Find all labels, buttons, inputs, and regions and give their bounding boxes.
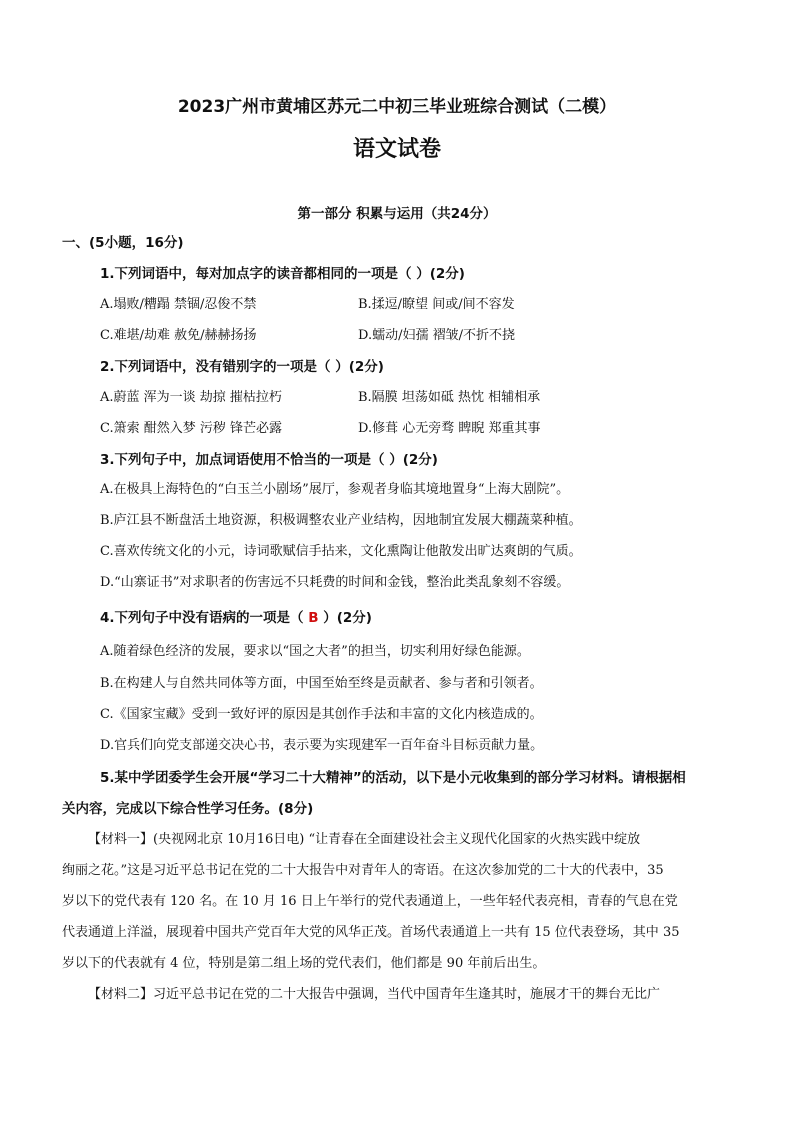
- question-1-stem: 1.下列词语中，每对加点字的读音都相同的一项是（ ）(2分): [100, 266, 465, 282]
- question-2-option-c: C.箫索 酣然入梦 污秽 锋芒必露: [100, 421, 283, 436]
- question-3-option-a: A.在极具上海特色的“白玉兰小剧场”展厅，参观者身临其境地置身“上海大剧院”。: [100, 482, 570, 497]
- question-4-option-c: C.《国家宝藏》受到一致好评的原因是其创作手法和丰富的文化内核造成的。: [100, 707, 543, 722]
- question-1-option-c: C.难堪/劫难 赦免/赫赫扬扬: [100, 328, 257, 343]
- question-1-option-a: A.塌败/糟蹋 禁锢/忍俊不禁: [100, 297, 257, 312]
- question-1-option-b: B.揉逗/瞭望 间或/间不容发: [358, 297, 515, 312]
- exam-title: 2023广州市黄埔区苏元二中初三毕业班综合测试（二模）: [177, 97, 617, 117]
- question-4-stem-start: 4.下列句子中没有语病的一项是（: [100, 610, 309, 626]
- question-4-answer: B: [308, 610, 319, 626]
- question-4-option-a: A.随着绿色经济的发展，要求以“国之大者”的担当，切实利用好绿色能源。: [100, 644, 530, 659]
- material-2-line1: 【材料二】习近平总书记在党的二十大报告中强调，当代中国青年生逢其时，施展才干的舞台无比广: [88, 987, 661, 1002]
- part-title: 第一部分 积累与运用（共24分）: [297, 206, 497, 222]
- question-2-option-b: B.隔膜 坦荡如砥 热忱 相辅相承: [358, 390, 541, 405]
- question-3-option-b: B.庐江县不断盘活土地资源，积极调整农业产业结构，因地制宜发展大棚蔬菜种植。: [100, 513, 582, 528]
- question-2-option-d: D.修葺 心无旁骛 睥睨 郑重其事: [358, 421, 541, 436]
- question-3-option-d: D.“山寨证书”对求职者的伤害远不只耗费的时间和金钱，整治此类乱象刻不容缓。: [100, 575, 570, 590]
- question-4-option-b: B.在构建人与自然共同体等方面，中国至始至终是贡献者、参与者和引领者。: [100, 676, 543, 691]
- question-5-stem-line1: 5.某中学团委学生会开展“学习二十大精神”的活动，以下是小元收集到的部分学习材料。请根据相: [100, 770, 686, 786]
- question-3-option-c: C.喜欢传统文化的小元，诗词歌赋信手拈来，文化熏陶让他散发出旷达爽朗的气质。: [100, 544, 582, 559]
- material-1-line1: 【材料一】(央视网北京 10月16日电) “让青春在全面建设社会主义现代化国家的火热实践中绽放: [88, 832, 641, 847]
- section-title: 一、(5小题，16分): [62, 235, 184, 251]
- material-1-line3: 岁以下的党代表有 120 名。在 10 月 16 日上午举行的党代表通道上，一些年轻代表亮相，青春的气息在党: [62, 894, 678, 909]
- question-4-stem: [100, 609, 372, 627]
- question-3-stem: 3.下列句子中，加点词语使用不恰当的一项是（ ）(2分): [100, 452, 438, 468]
- question-5-stem-line2: 关内容，完成以下综合性学习任务。(8分): [62, 801, 314, 817]
- material-1-line5: 岁以下的代表就有 4 位，特别是第二组上场的党代表们，他们都是 90 年前后出生。: [62, 956, 546, 971]
- material-1-line2: 绚丽之花。”这是习近平总书记在党的二十大报告中对青年人的寄语。在这次参加党的二十大的代表中，35: [62, 863, 664, 878]
- material-1-line4: 代表通道上洋溢，展现着中国共产党百年大党的风华正茂。首场代表通道上一共有 15 位代表登场，其中 35: [62, 925, 680, 940]
- question-2-stem: 2.下列词语中，没有错别字的一项是（ ）(2分): [100, 359, 384, 375]
- question-4-option-d: D.官兵们向党支部递交决心书，表示要为实现建军一百年奋斗目标贡献力量。: [100, 738, 544, 753]
- question-4-stem-end: ）(2分): [318, 610, 372, 626]
- question-1-option-d: D.蠕动/妇孺 褶皱/不折不挠: [358, 328, 515, 343]
- subject-title: 语文试卷: [352, 137, 441, 162]
- question-2-option-a: A.蔚蓝 浑为一谈 劫掠 摧枯拉朽: [100, 390, 282, 405]
